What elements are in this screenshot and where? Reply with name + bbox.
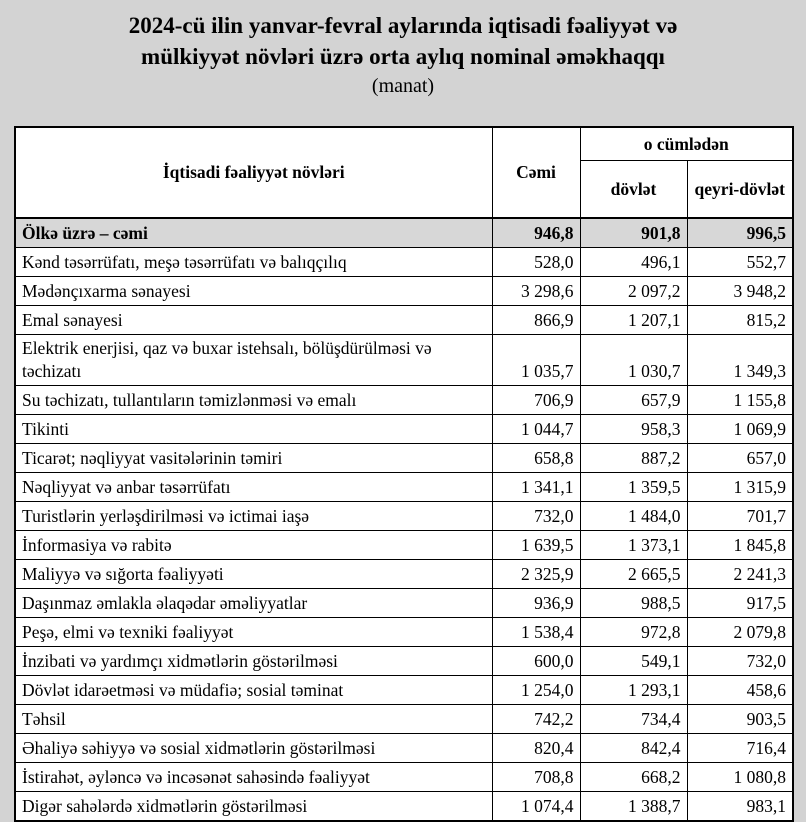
wage-table-body xyxy=(15,218,793,821)
header-including: o cümlədən xyxy=(580,127,793,161)
total-cell: 1 074,4 xyxy=(492,792,580,822)
state-cell: 1 030,7 xyxy=(580,335,687,386)
table-row xyxy=(15,248,793,277)
total-cell: 1 538,4 xyxy=(492,618,580,647)
table-row xyxy=(15,560,793,589)
activity-cell: Elektrik enerjisi, qaz və buxar istehsalı, bölüşdürülməsi və təchizatı xyxy=(15,335,492,386)
page-title-line-1: 2024-cü ilin yanvar-fevral aylarında iqtisadi fəaliyyət və xyxy=(128,13,678,38)
state-cell: 972,8 xyxy=(580,618,687,647)
total-cell: 1 035,7 xyxy=(492,335,580,386)
total-cell: 1 254,0 xyxy=(492,676,580,705)
activity-cell: Su təchizatı, tullantıların təmizlənməsi və emalı xyxy=(15,386,492,415)
header-total: Cəmi xyxy=(492,127,580,218)
table-row xyxy=(15,277,793,306)
table-row xyxy=(15,676,793,705)
table-row xyxy=(15,618,793,647)
total-cell: 2 325,9 xyxy=(492,560,580,589)
table-row xyxy=(15,335,793,386)
table-row xyxy=(15,502,793,531)
activity-cell: Turistlərin yerləşdirilməsi və ictimai iaşə xyxy=(15,502,492,531)
state-cell: 887,2 xyxy=(580,444,687,473)
wage-table-header xyxy=(15,127,793,218)
nonstate-cell: 701,7 xyxy=(687,502,793,531)
nonstate-cell: 1 845,8 xyxy=(687,531,793,560)
header-nonstate: qeyri-dövlət xyxy=(687,161,793,219)
activity-cell: Kənd təsərrüfatı, meşə təsərrüfatı və balıqçılıq xyxy=(15,248,492,277)
table-row xyxy=(15,763,793,792)
state-cell: 1 388,7 xyxy=(580,792,687,822)
state-cell: 668,2 xyxy=(580,763,687,792)
table-row xyxy=(15,734,793,763)
state-cell: 958,3 xyxy=(580,415,687,444)
nonstate-cell: 1 315,9 xyxy=(687,473,793,502)
activity-cell: Təhsil xyxy=(15,705,492,734)
nonstate-cell: 2 079,8 xyxy=(687,618,793,647)
page-title xyxy=(0,0,806,72)
unit-label: (manat) xyxy=(371,75,435,98)
state-cell: 1 373,1 xyxy=(580,531,687,560)
total-cell: 3 298,6 xyxy=(492,277,580,306)
state-cell: 988,5 xyxy=(580,589,687,618)
state-cell: 1 359,5 xyxy=(580,473,687,502)
state-cell: 734,4 xyxy=(580,705,687,734)
nonstate-cell: 983,1 xyxy=(687,792,793,822)
activity-cell: Ticarət; nəqliyyat vasitələrinin təmiri xyxy=(15,444,492,473)
table-row xyxy=(15,473,793,502)
total-cell: 708,8 xyxy=(492,763,580,792)
nonstate-cell: 716,4 xyxy=(687,734,793,763)
activity-cell: Peşə, elmi və texniki fəaliyyət xyxy=(15,618,492,647)
nonstate-cell: 1 080,8 xyxy=(687,763,793,792)
total-cell: 936,9 xyxy=(492,589,580,618)
total-cell: 658,8 xyxy=(492,444,580,473)
total-cell: 820,4 xyxy=(492,734,580,763)
state-cell: 1 484,0 xyxy=(580,502,687,531)
table-row xyxy=(15,589,793,618)
activity-cell: İstirahət, əyləncə və incəsənət sahəsində fəaliyyət xyxy=(15,763,492,792)
page-title-line-2: mülkiyyət növləri üzrə orta aylıq nominal əməkhaqqı xyxy=(141,44,665,70)
total-cell: 600,0 xyxy=(492,647,580,676)
total-cell: 1 341,1 xyxy=(492,473,580,502)
activity-cell: Tikinti xyxy=(15,415,492,444)
nonstate-cell: 1 349,3 xyxy=(687,335,793,386)
nonstate-cell: 2 241,3 xyxy=(687,560,793,589)
nonstate-cell: 732,0 xyxy=(687,647,793,676)
state-cell: 2 665,5 xyxy=(580,560,687,589)
state-cell: 657,9 xyxy=(580,386,687,415)
activity-cell: Əhaliyə səhiyyə və sosial xidmətlərin göstərilməsi xyxy=(15,734,492,763)
nonstate-cell: 903,5 xyxy=(687,705,793,734)
activity-cell: Maliyyə və sığorta fəaliyyəti xyxy=(15,560,492,589)
activity-cell: Digər sahələrdə xidmətlərin göstərilməsi xyxy=(15,792,492,822)
state-cell: 1 293,1 xyxy=(580,676,687,705)
nonstate-cell: 1 069,9 xyxy=(687,415,793,444)
nonstate-cell: 458,6 xyxy=(687,676,793,705)
state-cell: 549,1 xyxy=(580,647,687,676)
activity-cell: İnformasiya və rabitə xyxy=(15,531,492,560)
header-state: dövlət xyxy=(580,161,687,219)
activity-cell: Dövlət idarəetməsi və müdafiə; sosial təminat xyxy=(15,676,492,705)
state-cell: 1 207,1 xyxy=(580,306,687,335)
nonstate-cell: 917,5 xyxy=(687,589,793,618)
table-row xyxy=(15,218,793,248)
total-cell: 1 044,7 xyxy=(492,415,580,444)
nonstate-cell: 552,7 xyxy=(687,248,793,277)
state-cell: 2 097,2 xyxy=(580,277,687,306)
activity-cell: Daşınmaz əmlakla əlaqədar əməliyyatlar xyxy=(15,589,492,618)
nonstate-cell: 815,2 xyxy=(687,306,793,335)
header-activity: İqtisadi fəaliyyət növləri xyxy=(15,127,492,218)
table-row xyxy=(15,444,793,473)
state-cell: 496,1 xyxy=(580,248,687,277)
total-cell: 732,0 xyxy=(492,502,580,531)
total-cell: 1 639,5 xyxy=(492,531,580,560)
total-cell: 866,9 xyxy=(492,306,580,335)
state-cell: 901,8 xyxy=(580,218,687,248)
table-row xyxy=(15,705,793,734)
table-row xyxy=(15,531,793,560)
state-cell: 842,4 xyxy=(580,734,687,763)
nonstate-cell: 657,0 xyxy=(687,444,793,473)
table-row xyxy=(15,306,793,335)
nonstate-cell: 996,5 xyxy=(687,218,793,248)
wage-table xyxy=(14,126,794,822)
total-cell: 528,0 xyxy=(492,248,580,277)
activity-cell: Ölkə üzrə – cəmi xyxy=(15,218,492,248)
nonstate-cell: 3 948,2 xyxy=(687,277,793,306)
activity-cell: Emal sənayesi xyxy=(15,306,492,335)
table-row xyxy=(15,386,793,415)
total-cell: 946,8 xyxy=(492,218,580,248)
total-cell: 706,9 xyxy=(492,386,580,415)
table-row xyxy=(15,647,793,676)
table-row xyxy=(15,415,793,444)
activity-cell: Mədənçıxarma sənayesi xyxy=(15,277,492,306)
total-cell: 742,2 xyxy=(492,705,580,734)
nonstate-cell: 1 155,8 xyxy=(687,386,793,415)
activity-cell: Nəqliyyat və anbar təsərrüfatı xyxy=(15,473,492,502)
activity-cell: İnzibati və yardımçı xidmətlərin göstərilməsi xyxy=(15,647,492,676)
